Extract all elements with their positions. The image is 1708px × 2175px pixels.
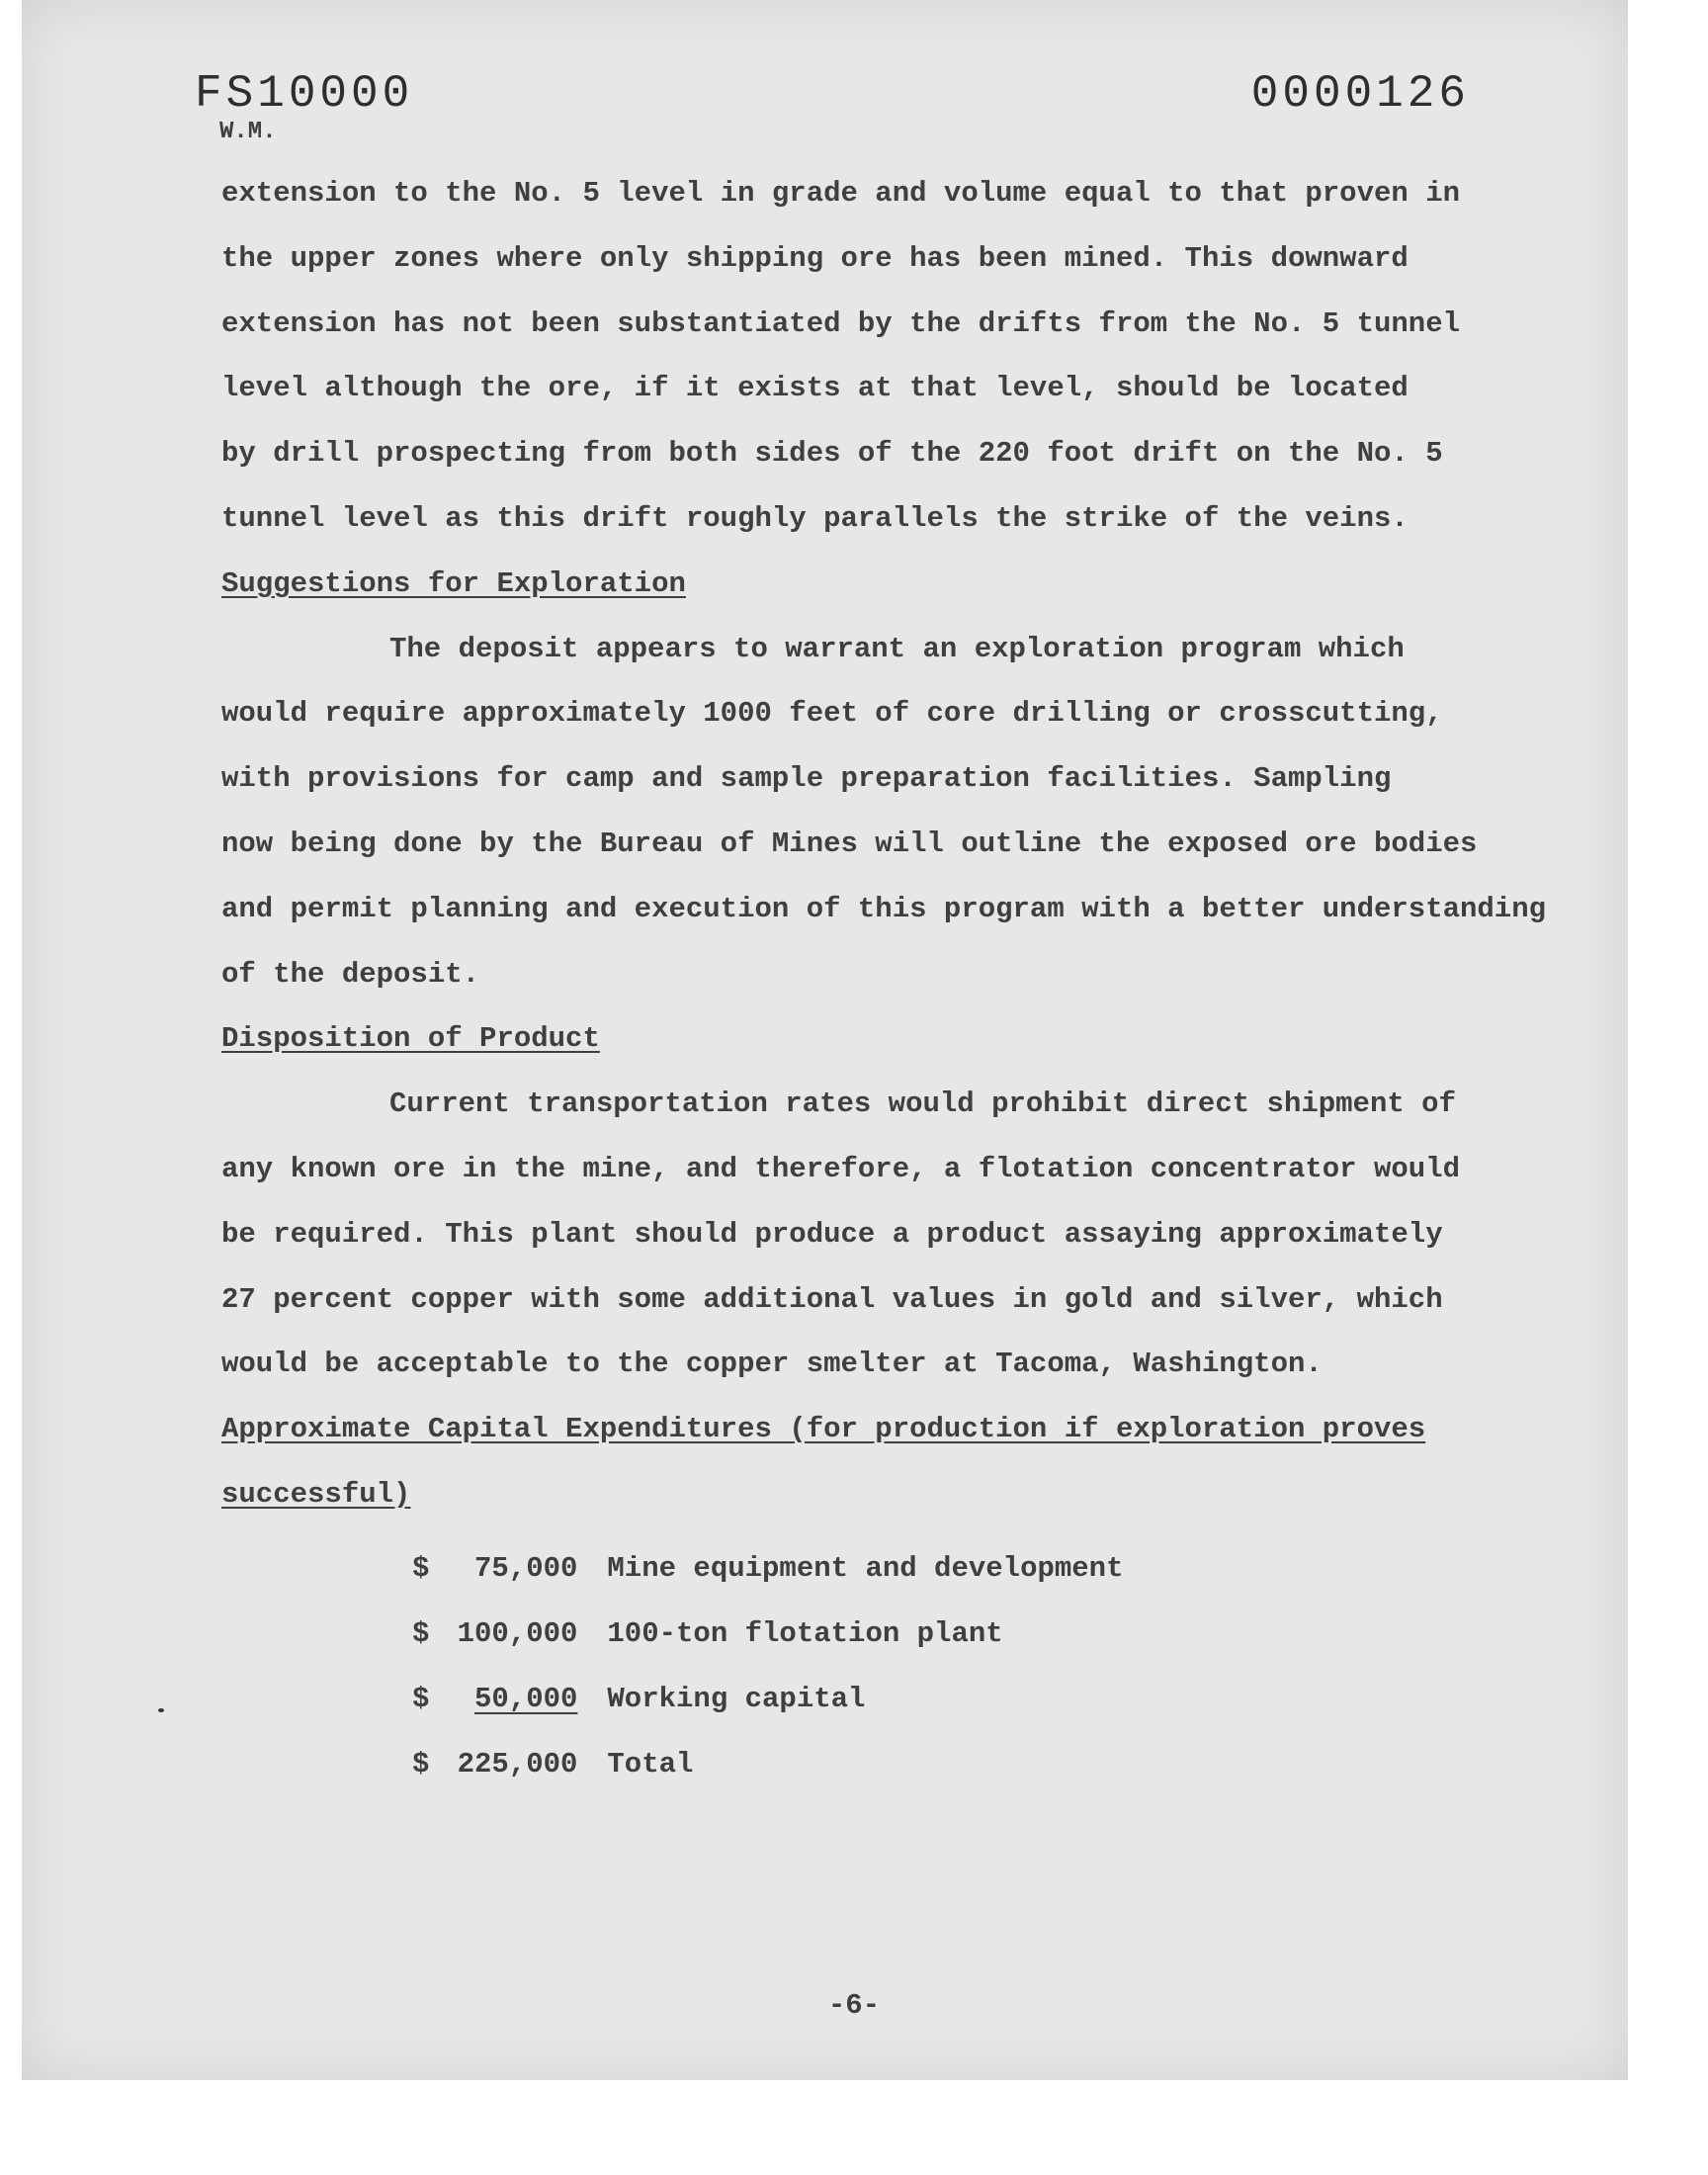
body-line: any known ore in the mine, and therefore, a flotation concentrator would [221, 1152, 1461, 1185]
section-heading: successful) [221, 1477, 411, 1511]
currency-symbol: $ [412, 1748, 430, 1781]
currency-symbol: $ [412, 1683, 430, 1715]
section-heading: Disposition of Product [221, 1022, 600, 1056]
document-stamp-left: FS10000 [195, 68, 414, 120]
section-heading: Approximate Capital Expenditures (for production if exploration proves [221, 1413, 1426, 1446]
expenditure-row [412, 1685, 865, 1713]
expenditure-row [412, 1619, 1003, 1648]
body-line: the upper zones where only shipping ore has been mined. This downward [221, 241, 1409, 275]
body-line: The deposit appears to warrant an exploration program which [389, 632, 1405, 665]
currency-symbol: $ [412, 1617, 430, 1650]
expenditure-description: 100-ton flotation plant [607, 1617, 1003, 1650]
body-line: be required. This plant should produce a product assaying approximately [221, 1217, 1443, 1251]
scan-speck [158, 1708, 164, 1712]
body-line: by drill prospecting from both sides of the 220 foot drift on the No. 5 [221, 437, 1443, 471]
expenditure-description: Working capital [607, 1683, 866, 1715]
expenditure-description: Mine equipment and development [607, 1552, 1124, 1585]
body-line: tunnel level as this drift roughly parallels the strike of the veins. [221, 501, 1409, 535]
currency-symbol: $ [412, 1552, 430, 1585]
body-line: now being done by the Bureau of Mines will outline the exposed ore bodies [221, 826, 1478, 860]
expenditure-amount-cell [429, 1619, 577, 1648]
document-page [22, 0, 1628, 2080]
expenditure-amount: 225,000 [457, 1748, 578, 1781]
expenditure-row [412, 1750, 693, 1779]
document-stamp-right: 0000126 [1250, 68, 1470, 120]
expenditure-amount: 100,000 [457, 1617, 578, 1650]
author-initials: W.M. [219, 119, 277, 145]
body-text [221, 161, 1546, 1527]
body-line: 27 percent copper with some additional values in gold and silver, which [221, 1282, 1443, 1316]
body-line: and permit planning and execution of this program with a better understanding [221, 892, 1547, 925]
expenditure-amount: 75,000 [473, 1552, 578, 1585]
body-line: of the deposit. [221, 957, 480, 991]
expenditure-amount-cell [429, 1554, 577, 1583]
body-line: extension to the No. 5 level in grade and volume equal to that proven in [221, 177, 1461, 210]
body-line: would be acceptable to the copper smelter at Tacoma, Washington. [221, 1348, 1323, 1381]
expenditure-description: Total [607, 1748, 694, 1781]
body-line: extension has not been substantiated by the drifts from the No. 5 tunnel [221, 306, 1461, 340]
body-line: would require approximately 1000 feet of core drilling or crosscutting, [221, 697, 1443, 731]
expenditure-amount: 50,000 [473, 1683, 578, 1715]
expenditure-row [412, 1554, 1124, 1583]
expenditure-amount-cell [429, 1750, 577, 1779]
body-line: level although the ore, if it exists at that level, should be located [221, 372, 1409, 405]
body-line: Current transportation rates would prohibit direct shipment of [389, 1088, 1456, 1121]
page-number: -6- [827, 1989, 881, 2022]
expenditure-amount-cell [429, 1685, 577, 1713]
body-line: with provisions for camp and sample preparation facilities. Sampling [221, 762, 1392, 796]
section-heading: Suggestions for Exploration [221, 566, 686, 600]
